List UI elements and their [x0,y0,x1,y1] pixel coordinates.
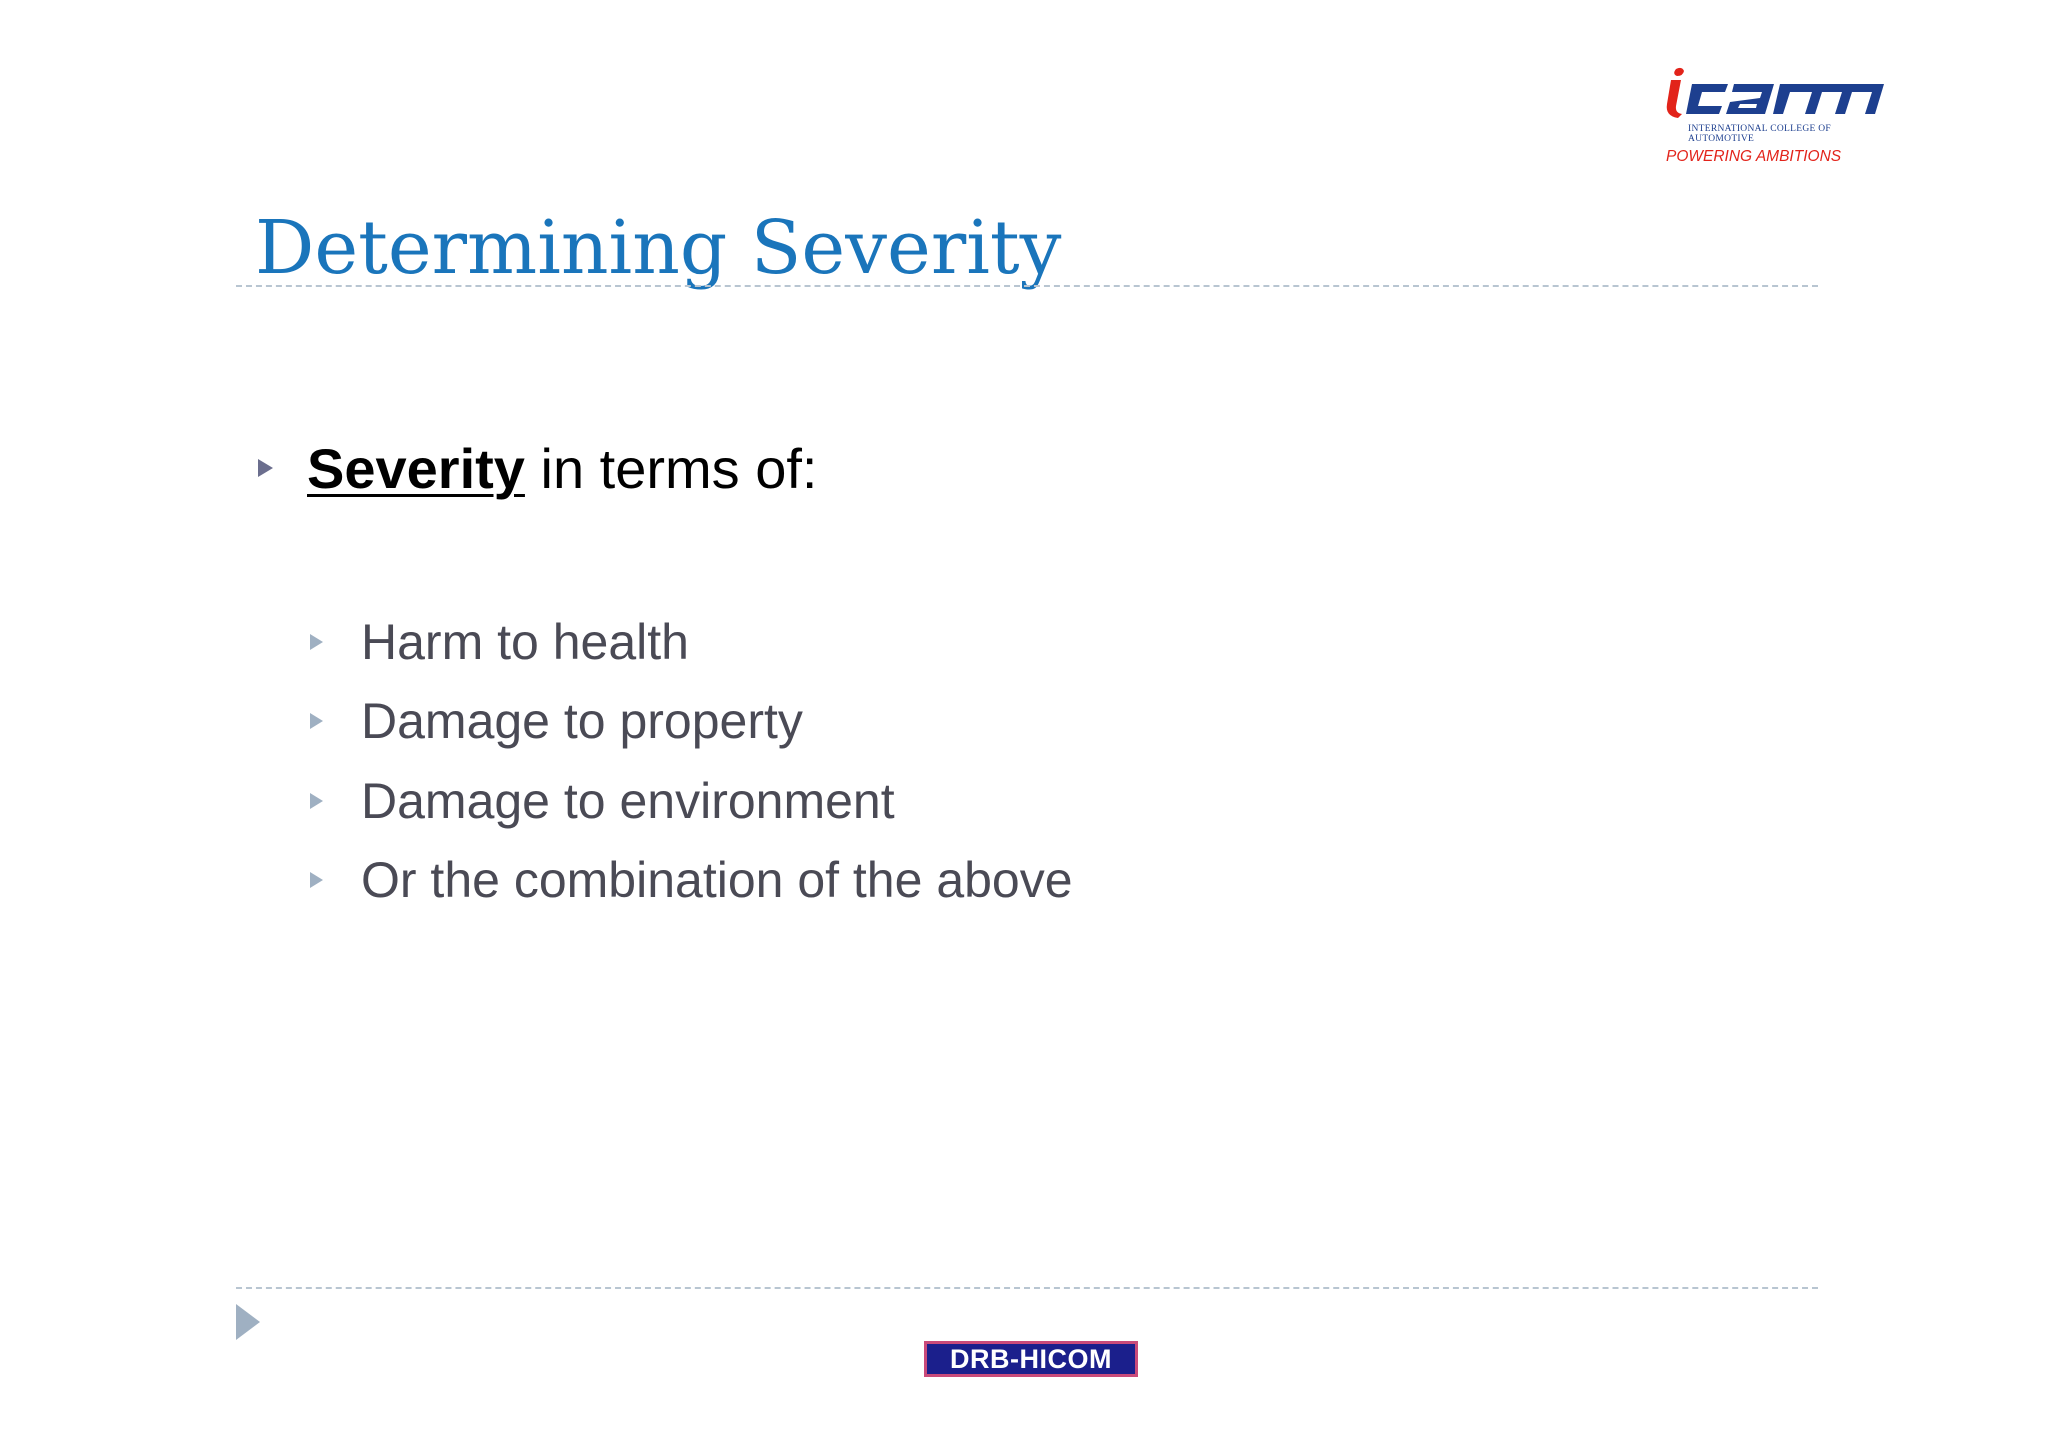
list-item [310,761,1073,841]
slide-title: Determining Severity [255,205,1062,291]
logo-a [1726,84,1774,114]
list-item [310,682,1073,762]
logo-dot [1674,68,1684,76]
logo-tagline: POWERING AMBITIONS [1666,148,1842,165]
logo-subtitle [1688,124,1831,144]
sub-bullet-triangle-icon [310,634,323,650]
sub-bullet-triangle-icon [310,872,323,888]
main-bullet-text [307,436,817,501]
sub-bullet-triangle-icon [310,713,323,729]
sub-bullet-text: Or the combination of the above [361,852,1073,909]
footer-arrow-icon [236,1304,260,1340]
main-bullet-keyword: Severity [307,436,525,500]
sub-bullet-text: Damage to environment [361,772,895,829]
bullet-triangle-icon [258,459,273,477]
logo-c [1686,84,1728,114]
drb-hicom-logo [924,1341,1138,1377]
drb-hicom-logo-text: DRB-HICOM [950,1343,1112,1374]
logo-subtitle-line2: AUTOMOTIVE [1688,134,1755,144]
main-bullet [258,432,817,504]
icam-wordmark-icon [1662,66,1886,126]
main-bullet-rest: in terms of: [524,436,818,500]
sub-bullet-list [310,602,1073,920]
sub-bullet-text: Damage to property [361,693,803,750]
footer-divider [236,1287,1818,1289]
logo-i-stroke [1667,80,1682,118]
list-item [310,602,1073,682]
title-divider [236,285,1818,287]
list-item [310,841,1073,921]
logo-m [1773,84,1884,114]
sub-bullet-text: Harm to health [361,613,689,670]
logo-subtitle-line1: INTERNATIONAL COLLEGE OF [1688,124,1831,134]
sub-bullet-triangle-icon [310,793,323,809]
icam-logo [1662,66,1886,170]
